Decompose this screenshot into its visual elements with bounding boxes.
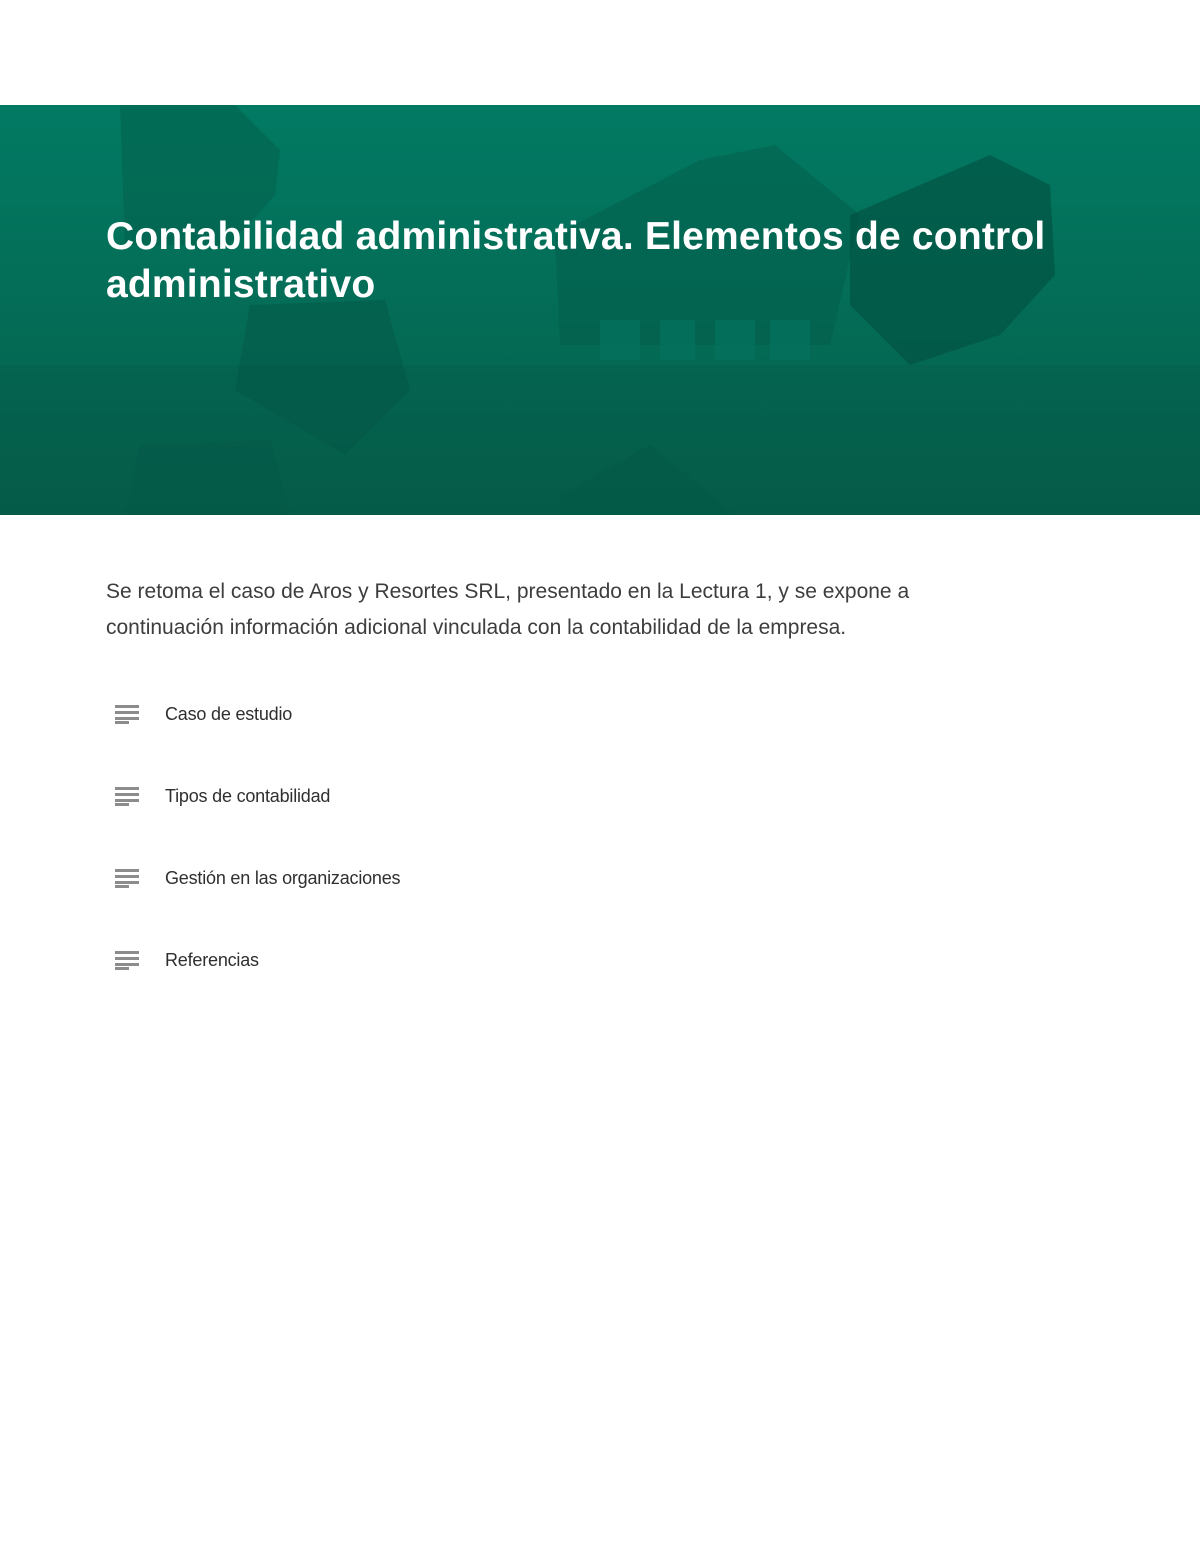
text-lines-icon <box>115 868 141 888</box>
text-lines-icon <box>115 950 141 970</box>
lesson-item-caso-de-estudio[interactable] <box>106 690 806 738</box>
intro-paragraph: Se retoma el caso de Aros y Resortes SRL, presentado en la Lectura 1, y se expone a continuación información adicional vinculada con la contabilidad de la empresa. <box>106 580 910 639</box>
lesson-list <box>106 690 806 1018</box>
text-lines-icon <box>115 786 141 806</box>
lesson-label: Caso de estudio <box>165 703 293 724</box>
header-banner <box>0 105 1200 515</box>
text-lines-icon <box>115 704 141 724</box>
lesson-label: Gestión en las organizaciones <box>165 867 401 888</box>
lesson-item-tipos-de-contabilidad[interactable] <box>106 772 806 820</box>
lesson-item-gestion-en-las-organizaciones[interactable] <box>106 854 806 902</box>
header-background-image <box>0 105 1200 515</box>
page-title: Contabilidad administrativa. Elementos de control administrativo <box>106 215 1046 306</box>
lesson-label: Tipos de contabilidad <box>165 785 331 806</box>
lesson-item-referencias[interactable] <box>106 936 806 984</box>
lesson-label: Referencias <box>165 949 259 970</box>
